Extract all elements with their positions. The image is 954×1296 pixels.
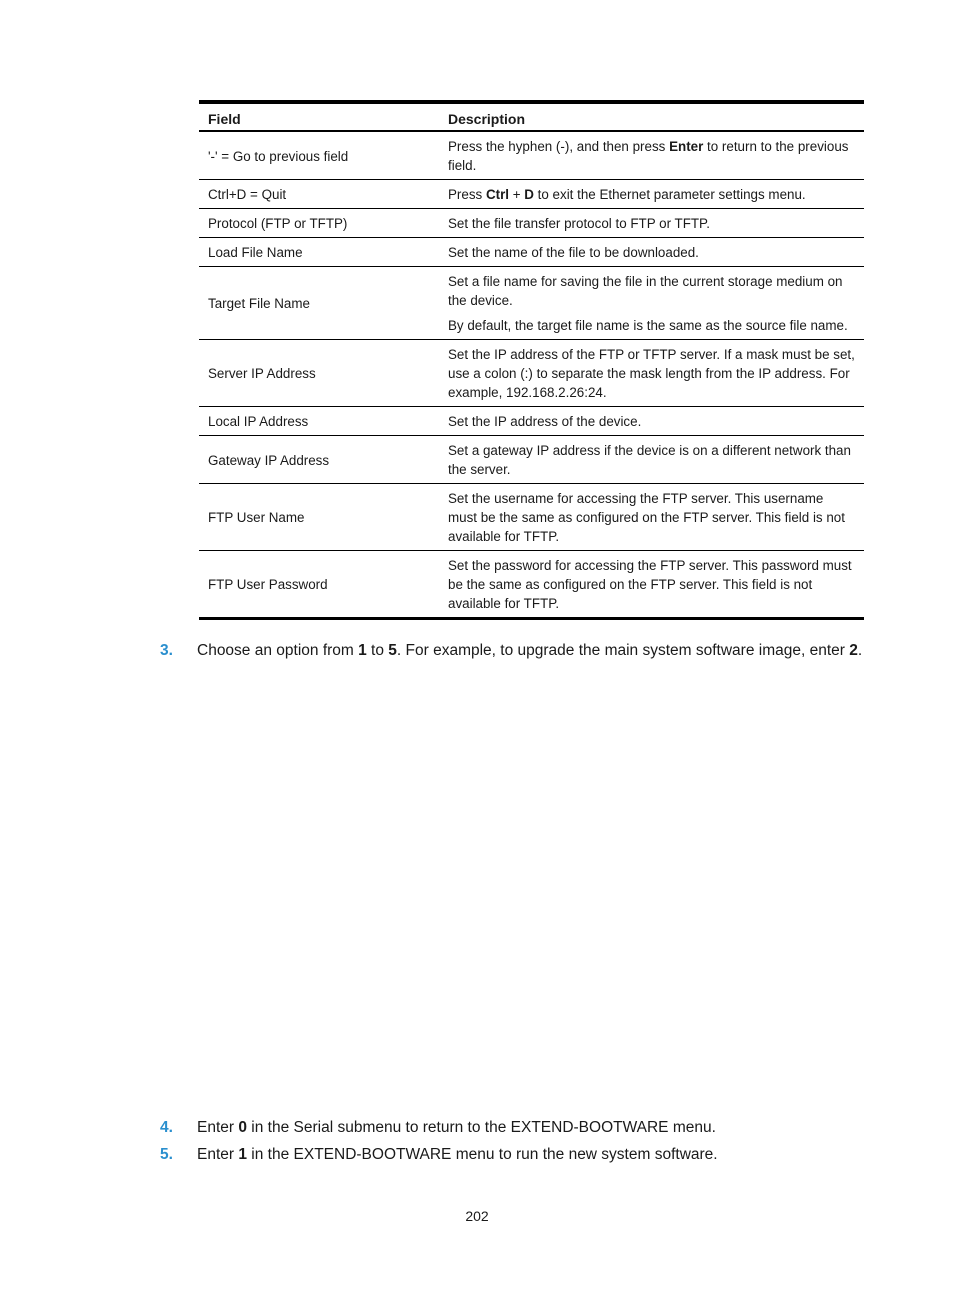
table-row: [199, 209, 864, 238]
header-description: Description: [439, 102, 864, 131]
table-row: [199, 340, 864, 407]
description-cell: [439, 340, 864, 407]
description-paragraph: [448, 489, 855, 546]
description-paragraph: [448, 185, 855, 204]
step-text-part: in the EXTEND-BOOTWARE menu to run the new system software.: [246, 1146, 718, 1163]
description-text: to return to the previous field.: [448, 139, 849, 173]
step-text-part: .: [857, 642, 863, 659]
keyword: 0: [238, 1119, 247, 1136]
table-row: [199, 180, 864, 209]
description-text: Set the name of the file to be downloaded.: [448, 245, 699, 260]
description-paragraph: [448, 556, 855, 613]
field-cell: Protocol (FTP or TFTP): [199, 209, 439, 238]
description-text: Press: [448, 187, 486, 202]
step-text: [197, 641, 862, 661]
step-text-part: Enter: [197, 1146, 239, 1163]
description-text: Press the hyphen (-), and then press: [448, 139, 670, 154]
field-cell: Target File Name: [199, 267, 439, 340]
description-paragraph: [448, 272, 855, 310]
description-cell: [439, 436, 864, 484]
description-cell: [439, 131, 864, 180]
field-cell: Ctrl+D = Quit: [199, 180, 439, 209]
description-text: Set the password for accessing the FTP server. This password must be the same as configured on the FTP server. This field is not available for TFTP.: [448, 558, 852, 611]
table-row: [199, 131, 864, 180]
parameter-table: [199, 100, 864, 620]
keyword: 1: [358, 642, 367, 659]
step-text-part: in the Serial submenu to return to the EXTEND-BOOTWARE menu.: [246, 1119, 716, 1136]
step-number: 3.: [160, 642, 173, 659]
keyword: D: [524, 187, 534, 202]
description-text: Set the IP address of the device.: [448, 414, 642, 429]
header-field: Field: [199, 102, 439, 131]
field-cell: Load File Name: [199, 238, 439, 267]
field-cell: Gateway IP Address: [199, 436, 439, 484]
step-text-part: to: [366, 642, 389, 659]
field-cell: FTP User Name: [199, 484, 439, 551]
keyword: Enter: [669, 139, 704, 154]
description-paragraph: [448, 316, 855, 335]
description-text: +: [509, 187, 525, 202]
keyword: 5: [388, 642, 397, 659]
description-cell: [439, 551, 864, 619]
description-text: Set the IP address of the FTP or TFTP server. If a mask must be set, use a colon (:) to separate the mask length from the IP address. For example, 192.168.2.26:24.: [448, 347, 855, 400]
keyword: 1: [238, 1146, 247, 1163]
description-cell: [439, 484, 864, 551]
step-number: 5.: [160, 1146, 173, 1163]
step-number: 4.: [160, 1119, 173, 1136]
description-text: Set a file name for saving the file in the current storage medium on the device.: [448, 274, 843, 308]
description-text: Set the username for accessing the FTP server. This username must be the same as configured on the FTP server. This field is not available for TFTP.: [448, 491, 845, 544]
description-cell: [439, 238, 864, 267]
table-row: [199, 551, 864, 619]
keyword: Ctrl: [485, 187, 510, 202]
description-cell: [439, 407, 864, 436]
step-text-part: Choose an option from: [197, 642, 359, 659]
description-paragraph: [448, 345, 855, 402]
table-row: [199, 484, 864, 551]
description-text: Set a gateway IP address if the device is on a different network than the server.: [448, 443, 851, 477]
table-row: [199, 436, 864, 484]
description-paragraph: [448, 243, 855, 262]
table-row: [199, 238, 864, 267]
step-text: [197, 1145, 718, 1165]
description-text: Set the file transfer protocol to FTP or TFTP.: [448, 216, 710, 231]
field-cell: '-' = Go to previous field: [199, 131, 439, 180]
step-text-part: Enter: [197, 1119, 239, 1136]
keyword: 2: [849, 642, 858, 659]
description-cell: [439, 209, 864, 238]
table-header-row: [199, 102, 864, 131]
table-body: [199, 131, 864, 619]
step-text: [197, 1118, 716, 1138]
page-number: 202: [465, 1208, 489, 1224]
field-cell: Server IP Address: [199, 340, 439, 407]
description-cell: [439, 267, 864, 340]
description-text: By default, the target file name is the same as the source file name.: [448, 318, 848, 333]
description-paragraph: [448, 137, 855, 175]
table-row: [199, 267, 864, 340]
field-cell: Local IP Address: [199, 407, 439, 436]
description-paragraph: [448, 441, 855, 479]
description-text: to exit the Ethernet parameter settings menu.: [533, 187, 806, 202]
description-paragraph: [448, 214, 855, 233]
field-cell: FTP User Password: [208, 577, 328, 592]
description-cell: [439, 180, 864, 209]
step-text-part: . For example, to upgrade the main system software image, enter: [396, 642, 850, 659]
table-row: [199, 407, 864, 436]
description-paragraph: [448, 412, 855, 431]
